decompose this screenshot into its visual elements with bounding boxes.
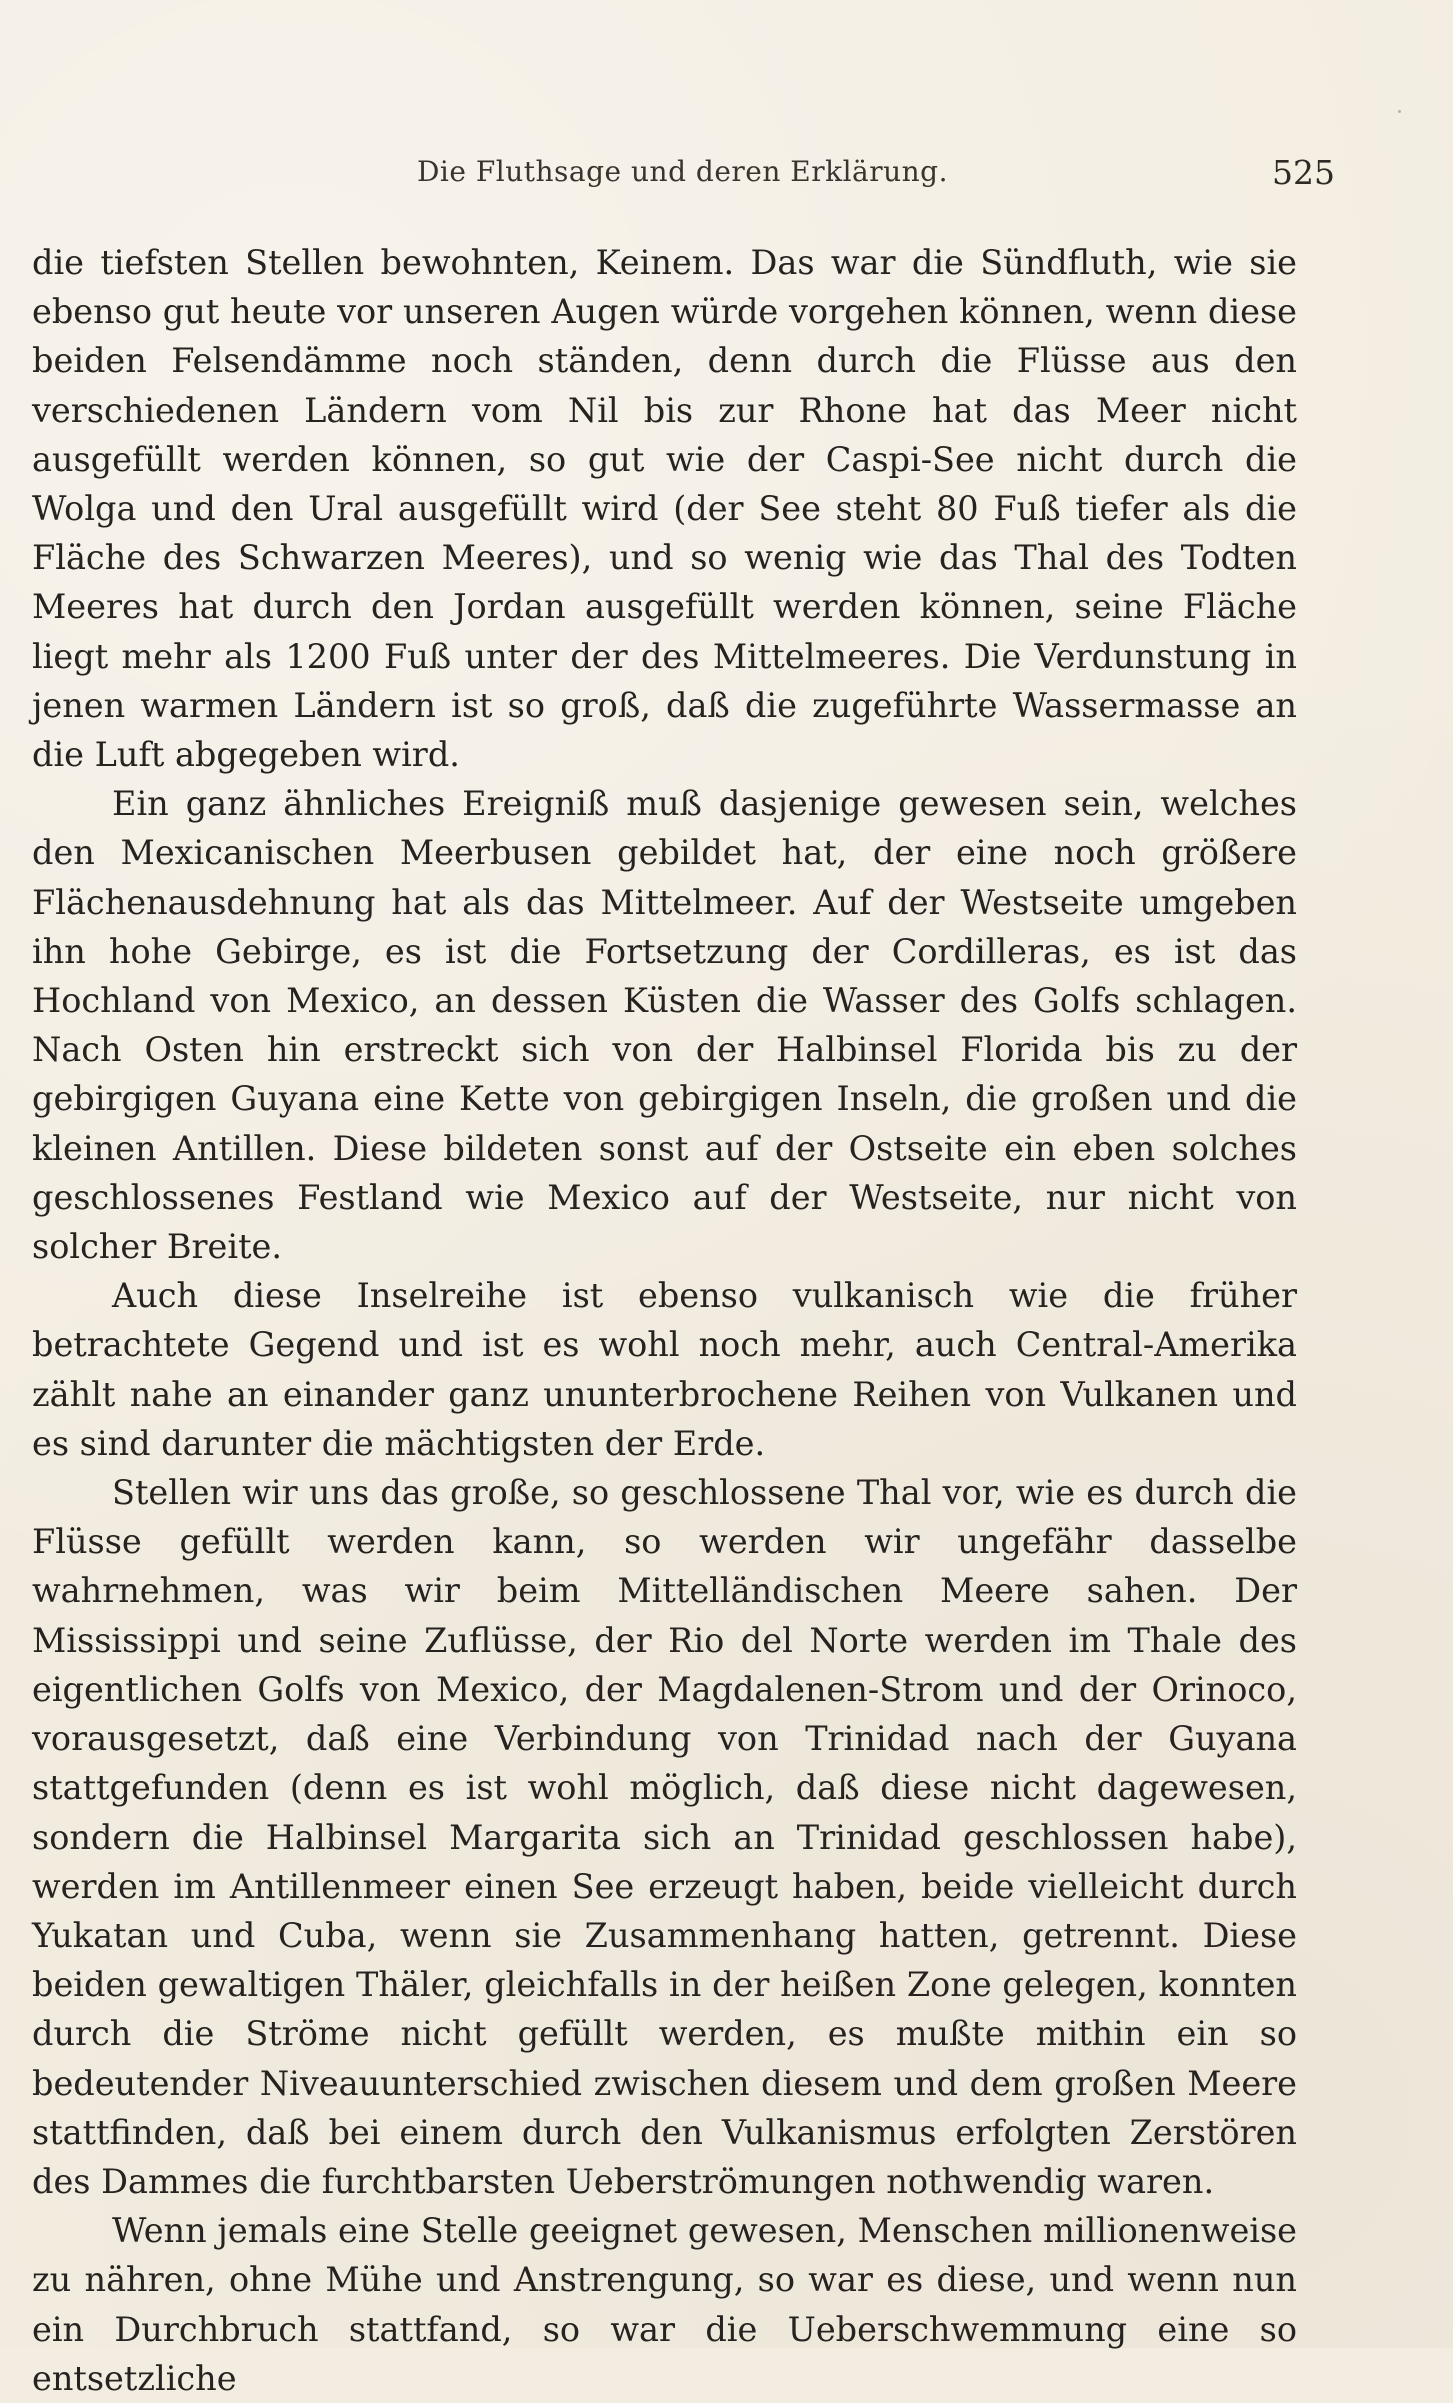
paragraph-1: die tiefsten Stellen bewohnten, Keinem. Das war die Sündfluth, wie sie ebenso gut heute vor unseren Augen würde vorgehen können, wenn diese beiden Felsendämme noch ständen, denn durch die Flüsse aus den verschiedenen Ländern vom Nil bis zur Rhone hat das Meer nicht ausgefüllt werden können, so gut wie der Caspi-See nicht durch die Wolga und den Ural ausgefüllt wird (der See steht 80 Fuß tiefer als die Fläche des Schwarzen Meeres), und so wenig wie das Thal des Todten Meeres hat durch den Jordan ausgefüllt werden können, seine Fläche liegt mehr als 1200 Fuß unter der des Mittelmeeres. Die Verdunstung in jenen warmen Ländern ist so groß, daß die zugeführte Wassermasse an die Luft abgegeben wird. xyxy=(32,243,1297,775)
paragraph-4: Stellen wir uns das große, so geschlossene Thal vor, wie es durch die Flüsse gefüllt werden kann, so werden wir ungefähr dasselbe wahrnehmen, was wir beim Mittelländischen Meere sahen. Der Mississippi und seine Zuflüsse, der Rio del Norte werden im Thale des eigentlichen Golfs von Mexico, der Magdalenen-Strom und der Orinoco, vorausgesetzt, daß eine Verbindung von Trinidad nach der Guyana stattgefunden (denn es ist wohl möglich, daß diese nicht dagewesen, sondern die Halbinsel Margarita sich an Trinidad geschlossen habe), werden im Antillenmeer einen See erzeugt haben, beide vielleicht durch Yukatan und Cuba, wenn sie Zusammenhang hatten, getrennt. Diese beiden gewaltigen Thäler, gleichfalls in der heißen Zone gelegen, konnten durch die Ströme nicht gefüllt werden, es mußte mithin ein so bedeutender Niveauunterschied zwischen diesem und dem großen Meere stattfinden, daß bei einem durch den Vulkanismus erfolgten Zerstören des Dammes die furchtbarsten Ueberströmungen nothwendig waren. xyxy=(32,1473,1297,2201)
margin-speck xyxy=(1398,110,1401,113)
paragraph-3: Auch diese Inselreihe ist ebenso vulkanisch wie die früher betrachtete Gegend und ist es wohl noch mehr, auch Central-Amerika zählt nahe an einander ganz ununterbrochene Reihen von Vulkanen und es sind darunter die mächtigsten der Erde. xyxy=(32,1276,1297,1463)
running-title: Die Fluthsage und deren Erklärung. xyxy=(416,155,949,188)
page-header xyxy=(30,155,1335,205)
paragraph-2: Ein ganz ähnliches Ereigniß muß dasjenige gewesen sein, welches den Mexicanischen Meerbusen gebildet hat, der eine noch größere Flächenausdehnung hat als das Mittelmeer. Auf der Westseite umgeben ihn hohe Gebirge, es ist die Fortsetzung der Cordilleras, es ist das Hochland von Mexico, an dessen Küsten die Wasser des Golfs schlagen. Nach Osten hin erstreckt sich von der Halbinsel Florida bis zu der gebirgigen Guyana eine Kette von gebirgigen Inseln, die großen und die kleinen Antillen. Diese bildeten sonst auf der Ostseite ein eben solches geschlossenes Festland wie Mexico auf der Westseite, nur nicht von solcher Breite. xyxy=(32,784,1297,1267)
paragraph-5: Wenn jemals eine Stelle geeignet gewesen, Menschen millionenweise zu nähren, ohne Mühe und Anstrengung, so war es diese, und wenn nun ein Durchbruch stattfand, so war die Ueberschwemmung eine so entsetzliche xyxy=(32,2211,1297,2398)
body-text xyxy=(32,238,1297,2403)
page-number: 525 xyxy=(1272,153,1335,192)
